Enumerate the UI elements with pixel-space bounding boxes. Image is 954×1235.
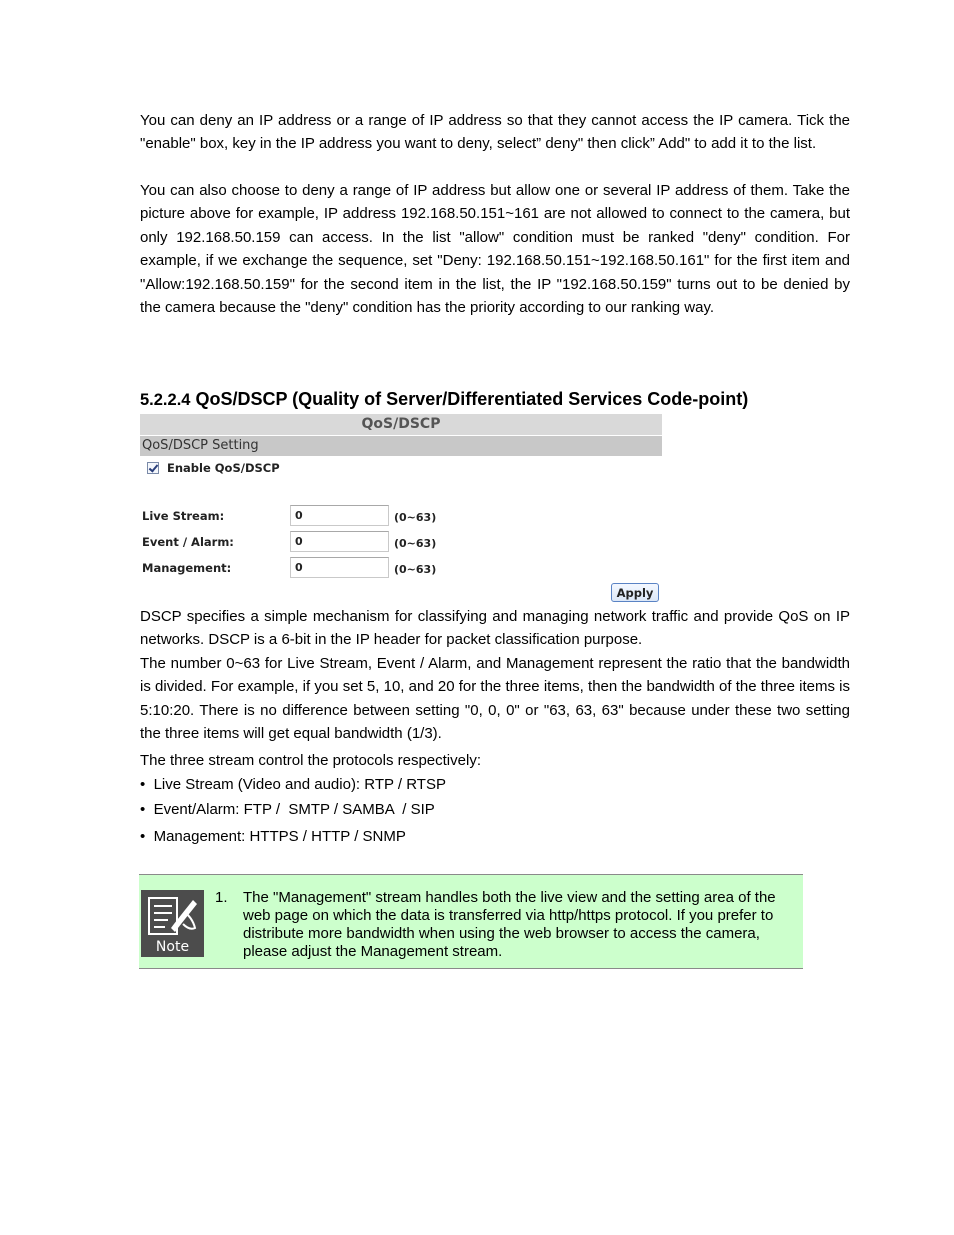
- live-stream-range: (0~63): [394, 511, 437, 524]
- enable-qos-checkbox[interactable]: [147, 462, 159, 474]
- paragraph-deny-ip: You can deny an IP address or a range of IP address so that they cannot access the IP camera. Tick the "enable" box, key in the IP address you want to deny, select” deny" then click” Add" to add it to the list.: [140, 112, 850, 153]
- list-item: • Live Stream (Video and audio): RTP / RTSP: [140, 776, 446, 793]
- note-icon-label: Note: [155, 939, 190, 955]
- management-row: [142, 557, 662, 579]
- management-label: Management:: [142, 561, 232, 575]
- paragraph-dscp-intro: DSCP specifies a simple mechanism for classifying and managing network traffic and provide QoS on IP networks. DSCP is a 6-bit in the IP header for packet classification purpose.: [140, 608, 850, 649]
- event-alarm-range: (0~63): [394, 537, 437, 550]
- live-stream-input[interactable]: [290, 505, 389, 526]
- list-item: • Management: HTTPS / HTTP / SNMP: [140, 828, 406, 845]
- management-input[interactable]: [290, 557, 389, 578]
- panel-section-label: QoS/DSCP Setting: [140, 436, 662, 456]
- note-icon: [141, 890, 204, 957]
- paragraph-protocols: The three stream control the protocols respectively:: [140, 752, 481, 769]
- event-alarm-input[interactable]: [290, 531, 389, 552]
- section-title: QoS/DSCP (Quality of Server/Differentiated Services Code-point): [195, 389, 749, 409]
- section-number: 5.2.2.4: [140, 391, 191, 409]
- list-item: • Event/Alarm: FTP / SMTP / SAMBA / SIP: [140, 801, 435, 818]
- enable-qos-label: Enable QoS/DSCP: [167, 461, 280, 475]
- paragraph-deny-range: You can also choose to deny a range of IP address but allow one or several IP address of them. Take the picture above for example, IP address 192.168.50.151~161 are not allowed to connect to the camera, but only 192.168.50.159 can access. In the list "allow" condition must be ranked "deny" condition. For example, if we exchange the sequence, set "Deny: 192.168.50.151~192.168.50.161" for the first item and "Allow:192.168.50.159" for the second item in the list, the IP "192.168.50.159" turns out to be denied by the camera because the "deny" condition has the priority according to our ranking way.: [140, 182, 850, 317]
- panel-title: QoS/DSCP: [140, 414, 662, 435]
- live-stream-row: [142, 505, 662, 527]
- event-alarm-label: Event / Alarm:: [142, 535, 234, 549]
- apply-button[interactable]: Apply: [611, 583, 659, 602]
- event-alarm-row: [142, 531, 662, 553]
- note-number: 1.: [215, 889, 228, 906]
- qos-dscp-panel: [140, 414, 662, 610]
- note-box: [139, 874, 803, 969]
- management-range: (0~63): [394, 563, 437, 576]
- note-text: The "Management" stream handles both the live view and the setting area of the web page on which the data is transferred via http/https protocol. If you prefer to distribute more bandwidth when using the web browser to access the camera, please adjust the Management stream.: [243, 889, 776, 960]
- section-heading: [140, 389, 748, 410]
- live-stream-label: Live Stream:: [142, 509, 225, 523]
- enable-qos-row[interactable]: [147, 461, 280, 475]
- paragraph-ratio: The number 0~63 for Live Stream, Event / Alarm, and Management represent the ratio that the bandwidth is divided. For example, if you set 5, 10, and 20 for the three items, then the bandwidth of the three items is 5:10:20. There is no difference between setting "0, 0, 0" or "63, 63, 63" because under these two setting the three items will get equal bandwidth (1/3).: [140, 655, 850, 743]
